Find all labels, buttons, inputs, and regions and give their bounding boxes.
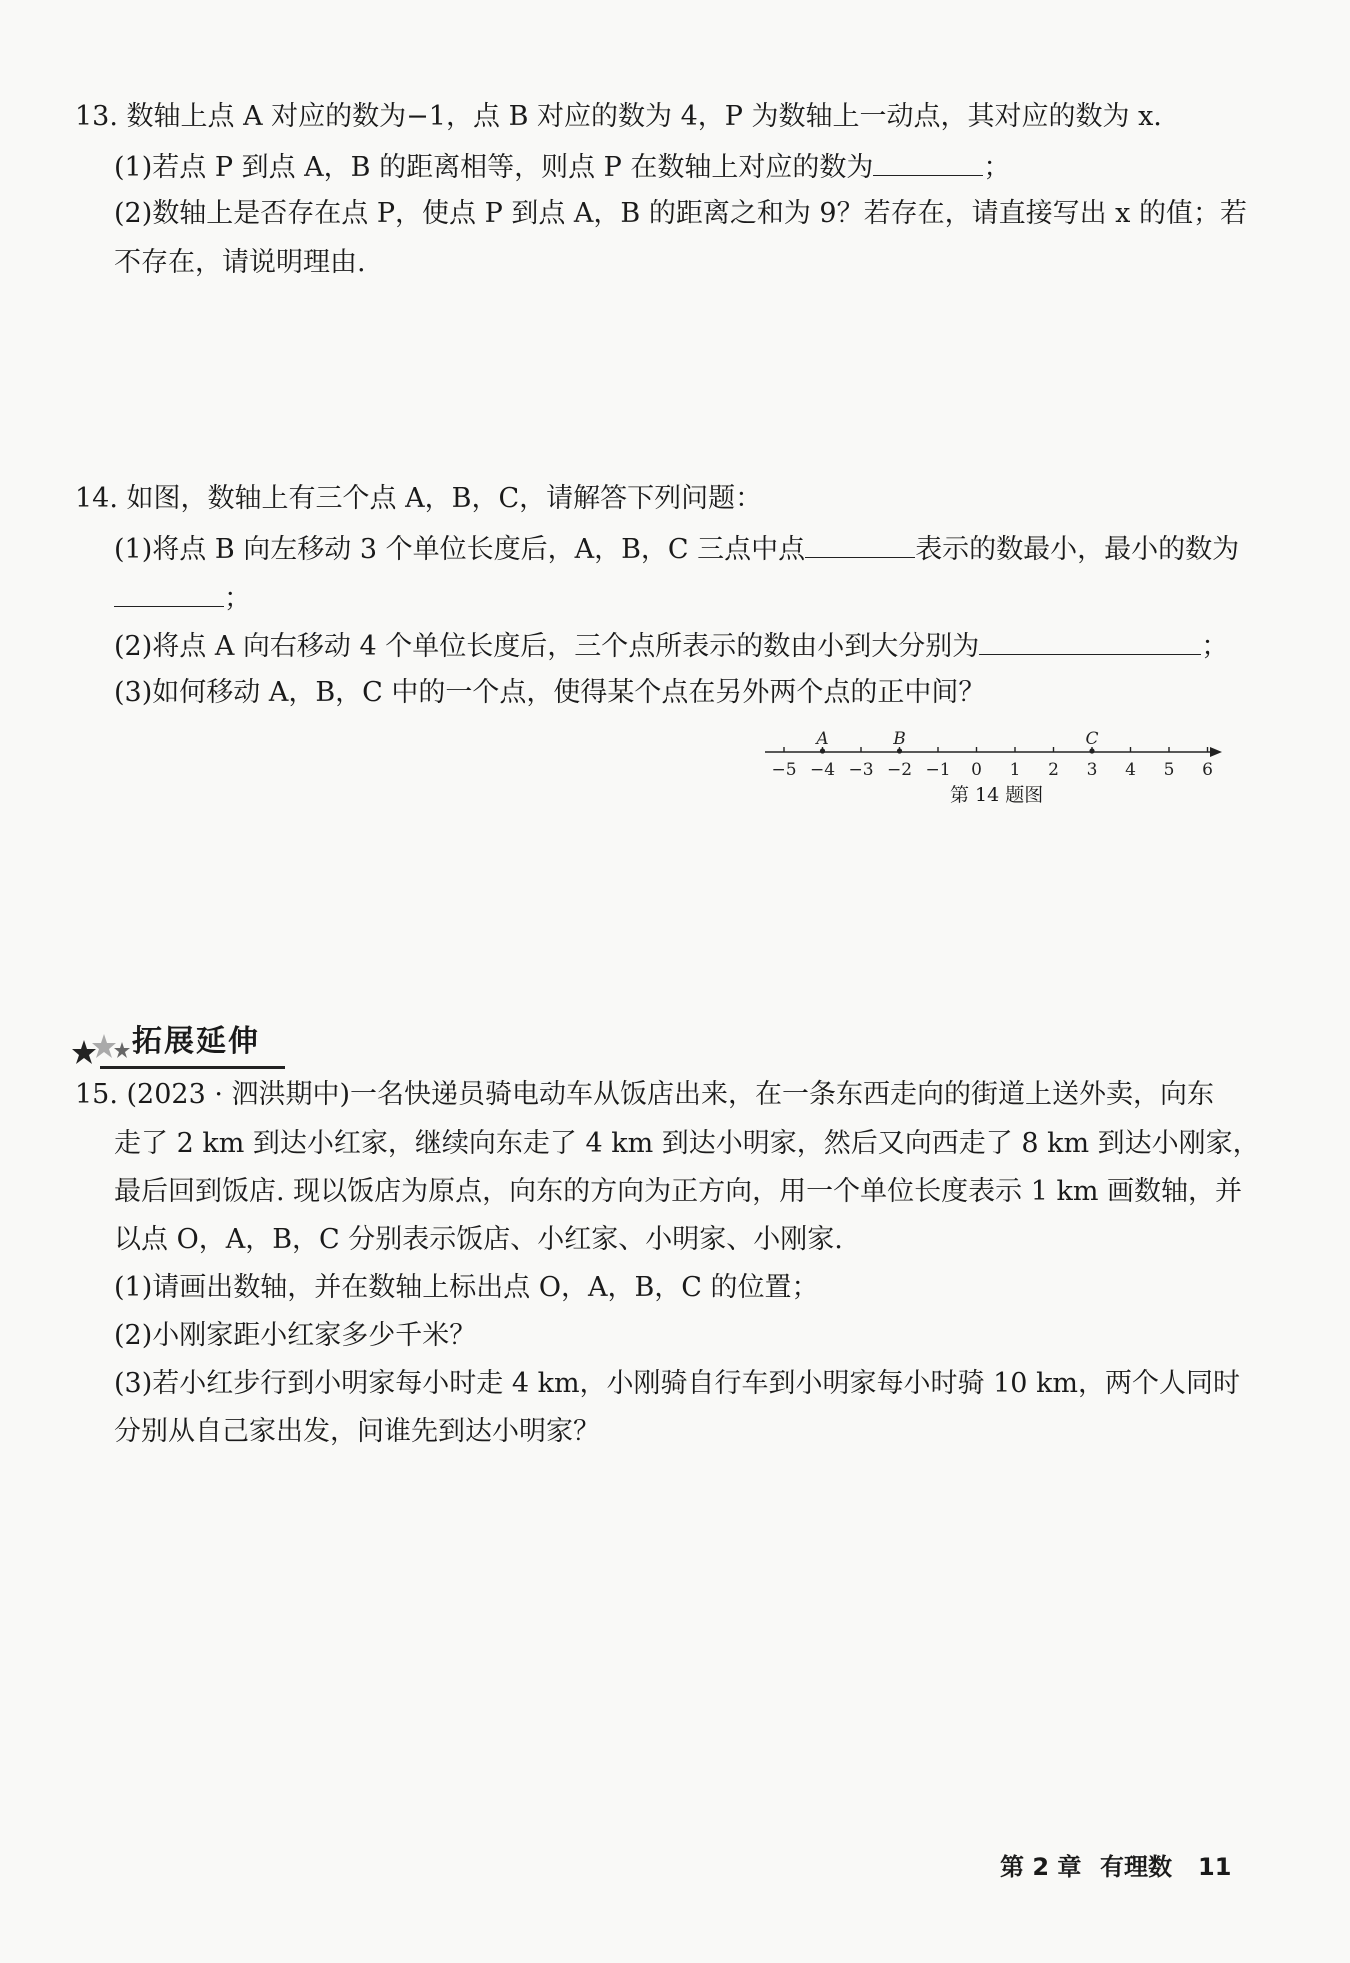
number-line-tick-label: 4 [1125, 760, 1136, 780]
q13-stem: 13. 数轴上点 A 对应的数为−1，点 B 对应的数为 4，P 为数轴上一动点，其对应的数为 x. [75, 101, 1162, 132]
number-line-point-label: B [893, 729, 906, 749]
q14-part1-blank2 [114, 580, 224, 607]
number-line-tick-label: 3 [1086, 760, 1098, 780]
q15-line3: 最后回到饭店. 现以饭店为原点，向东的方向为正方向，用一个单位长度表示 1 km 画数轴，并 [114, 1176, 1243, 1207]
q14-part1-blank1 [805, 531, 915, 558]
stars-icon [72, 1030, 134, 1070]
q13-part1-text: (1)若点 P 到点 A，B 的距离相等，则点 P 在数轴上对应的数为 [114, 152, 874, 183]
q13-part1-end: ； [983, 152, 1011, 183]
number-line-tick-label: −1 [925, 760, 951, 780]
section-header [72, 1020, 287, 1070]
q14-part2-text: (2)将点 A 向右移动 4 个单位长度后，三个点所表示的数由小到大分别为 [114, 631, 980, 662]
q15-line2: 走了 2 km 到达小红家，继续向东走了 4 km 到达小明家，然后又向西走了 8 km 到达小刚家， [114, 1128, 1260, 1159]
number-line-tick-label: 1 [1009, 760, 1021, 780]
q15-part2: (2)小刚家距小红家多少千米？ [114, 1320, 477, 1351]
q14-part3: (3)如何移动 A，B，C 中的一个点，使得某个点在另外两个点的正中间？ [114, 677, 986, 708]
number-line-point-label: C [1085, 729, 1099, 749]
q14-part1-mid: 表示的数最小，最小的数为 [915, 534, 1240, 565]
number-line-arrow [1210, 747, 1222, 757]
q14-part1-text: (1)将点 B 向左移动 3 个单位长度后，A，B，C 三点中点 [114, 534, 806, 565]
number-line-point-a [820, 748, 825, 753]
number-line-point-label: A [816, 729, 829, 749]
number-line-figure [760, 722, 1230, 782]
q13-part2-line1: (2)数轴上是否存在点 P，使点 P 到点 A，B 的距离之和为 9？若存在，请直接写出 x 的值；若 [114, 198, 1247, 229]
footer-title: 有理数 [1100, 1853, 1172, 1881]
q15-part1: (1)请画出数轴，并在数轴上标出点 O，A，B，C 的位置； [114, 1272, 819, 1303]
figure-caption: 第 14 题图 [950, 784, 1044, 806]
q14-part1-line2 [114, 580, 251, 616]
number-line-tick-label: −2 [886, 760, 913, 780]
number-line-tick-label: 2 [1048, 760, 1059, 780]
footer-chapter: 第 2 章 [1000, 1853, 1082, 1881]
footer-page-number: 11 [1198, 1853, 1232, 1881]
q14-part2 [114, 628, 1228, 664]
section-title: 拓展延伸 [132, 1024, 260, 1059]
q14-part2-end: ； [1201, 631, 1229, 662]
q14-part1-end: ； [224, 583, 251, 614]
number-line-tick-label: −4 [809, 760, 836, 780]
number-line-tick-label: −3 [848, 760, 874, 780]
q13-part2-line2: 不存在，请说明理由. [114, 247, 366, 278]
q15-line1: 15. (2023 · 泗洪期中)一名快递员骑电动车从饭店出来，在一条东西走向的街道上送外卖，向东 [75, 1079, 1215, 1110]
number-line-tick-label: 6 [1202, 760, 1213, 780]
q14-stem: 14. 如图，数轴上有三个点 A，B，C，请解答下列问题： [75, 483, 763, 514]
q15-part3-line2: 分别从自己家出发，问谁先到达小明家？ [114, 1416, 600, 1447]
q13-part1 [114, 149, 1010, 185]
number-line-tick-label: 5 [1163, 760, 1175, 780]
number-line-tick-label: 0 [971, 760, 982, 780]
q14-part2-blank [979, 628, 1201, 655]
q13-part1-blank [873, 149, 983, 176]
number-line-point-b [897, 748, 902, 753]
q15-part3-line1: (3)若小红步行到小明家每小时走 4 km，小刚骑自行车到小明家每小时骑 10 km，两个人同时 [114, 1368, 1241, 1399]
number-line-tick-label: −5 [771, 760, 797, 780]
number-line-point-c [1089, 748, 1094, 753]
section-underline [100, 1066, 285, 1069]
q15-line4: 以点 O，A，B，C 分别表示饭店、小红家、小明家、小刚家. [114, 1224, 843, 1255]
q14-part1-line1 [114, 531, 1239, 567]
